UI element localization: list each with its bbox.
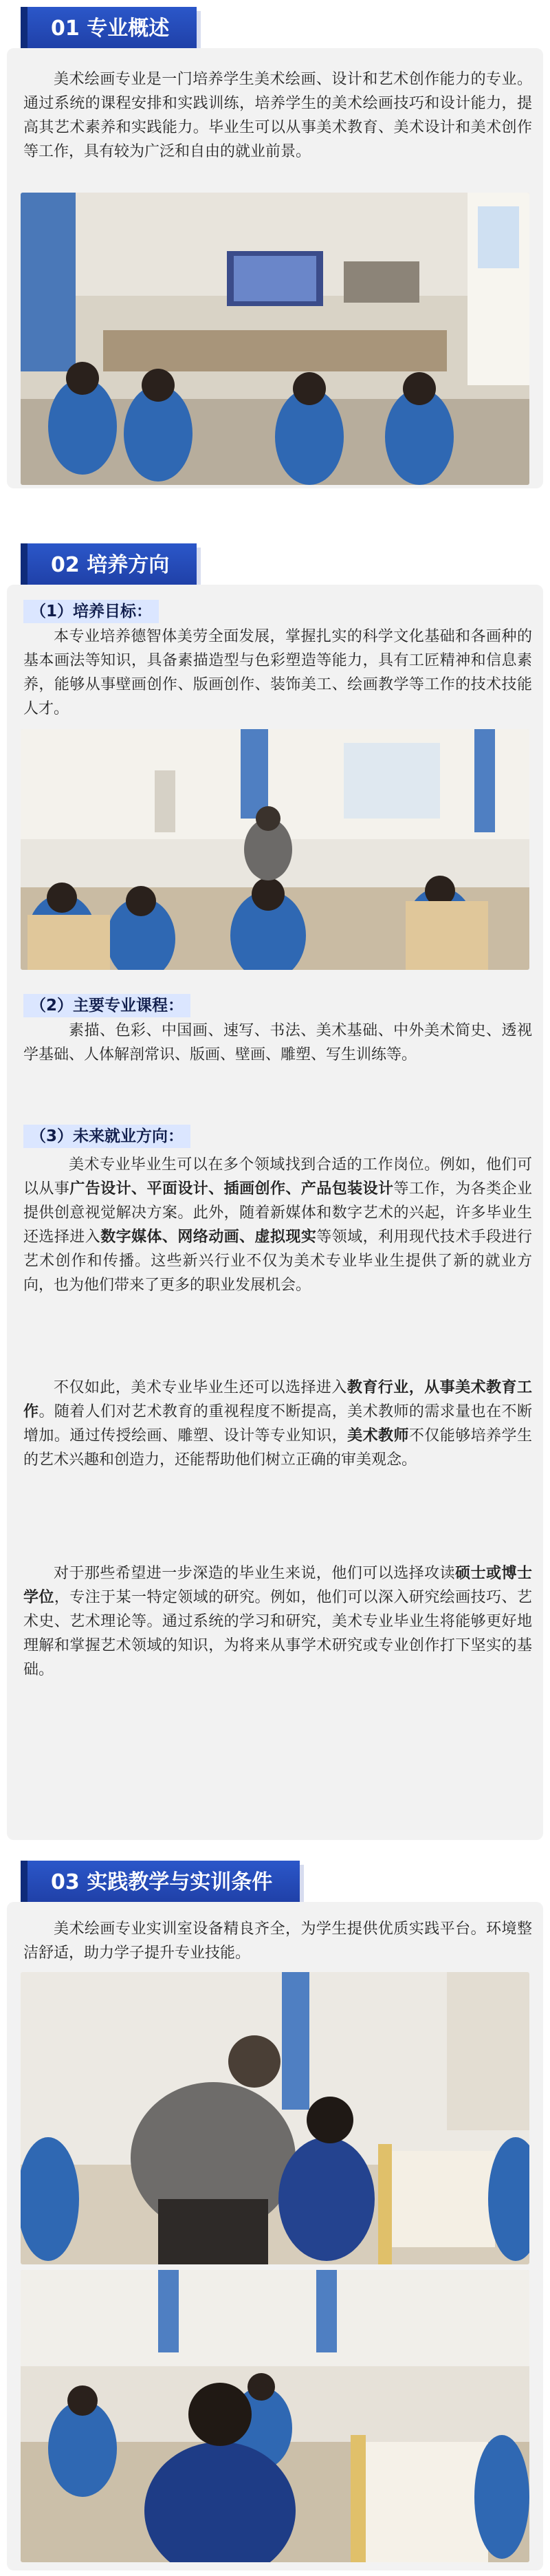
section-03-heading xyxy=(21,1861,300,1905)
career-paragraph-2 xyxy=(23,1376,532,1472)
section-02-number: 02 xyxy=(51,553,80,577)
student-drawing-photo xyxy=(21,2270,529,2562)
career-paragraph-1 xyxy=(23,1153,532,1297)
section-02-panel xyxy=(7,585,543,1840)
section-02-heading xyxy=(21,543,197,587)
teacher-guiding-photo xyxy=(21,1972,529,2264)
career-p3-c: ，专注于某一特定领域的研究。例如，他们可以深入研究绘画技巧、艺术史、艺术理论等。通过系统的学习和研究，美术专业毕业生将能够更好地理解和掌握艺术领域的知识，为将来从事学术研究或专业创作打下坚实的基础。 xyxy=(23,1589,532,1678)
practice-paragraph: 美术绘画专业实训室设备精良齐全，为学生提供优质实践平台。环境整洁舒适，助力学子提升专业技能。 xyxy=(23,1920,532,1962)
career-p2-a: 不仅如此，美术专业毕业生还可以选择进入 xyxy=(54,1379,347,1396)
career-p3-a: 对于那些希望进一步深造的毕业生来说，他们可以选择攻读 xyxy=(54,1565,456,1582)
career-p2-bold-1: 教育行业，从事美术教育工作 xyxy=(23,1379,532,1420)
career-p2-bold-2: 美术教师 xyxy=(347,1427,409,1444)
section-03-panel xyxy=(7,1902,543,2570)
courses-label: （2）主要专业课程： xyxy=(23,994,190,1017)
section-01-number: 01 xyxy=(51,17,80,41)
section-01-panel xyxy=(7,48,543,488)
section-01-heading xyxy=(21,7,197,51)
section-02-title: 培养方向 xyxy=(87,553,170,577)
courses-text: 素描、色彩、中国画、速写、书法、美术基础、中外美术简史、透视学基础、人体解剖常识、版画、壁画、雕塑、写生训练等。 xyxy=(23,1022,532,1063)
career-p3-bold-1: 硕士或博士学位 xyxy=(23,1565,532,1606)
section-01-title: 专业概述 xyxy=(87,17,170,41)
career-p1-bold-1: 广告设计、平面设计、插画创作、产品包装设计 xyxy=(69,1180,394,1198)
goal-text: 本专业培养德智体美劳全面发展，掌握扎实的科学文化基础和各画种的基本画法等知识，具备素描造型与色彩塑造等能力，具有工匠精神和信息素养，能够从事壁画创作、版画创作、装饰美工、绘画教学等工作的技术技能人才。 xyxy=(23,628,532,717)
classroom-photo xyxy=(21,193,529,485)
section-03-title: 实践教学与实训条件 xyxy=(87,1870,273,1894)
career-p2-d: 不仅能够培养学生的艺术兴趣和创造力，还能帮助他们树立正确的审美观念。 xyxy=(23,1427,532,1469)
goal-label: （1）培养目标： xyxy=(23,600,159,623)
overview-paragraph: 美术绘画专业是一门培养学生美术绘画、设计和艺术创作能力的专业。通过系统的课程安排和实践训练，培养学生的美术绘画技巧和设计能力，提高其艺术素养和实践能力。毕业生可以从事美术教育、美术设计和美术创作等工作，具有较为广泛和自由的就业前景。 xyxy=(23,71,532,160)
drawing-class-photo xyxy=(21,729,529,970)
career-paragraph-3 xyxy=(23,1561,532,1682)
career-p2-c: 。随着人们对艺术教育的重视程度不断提高，美术教师的需求量也在不断增加。通过传授绘画、雕塑、设计等专业知识， xyxy=(23,1403,532,1444)
career-label: （3）未来就业方向： xyxy=(23,1125,190,1148)
career-p1-c: 等工作，为各类企业提供创意视觉解决方案。此外，随着新媒体和数字艺术的兴起，许多毕业生还选择进入 xyxy=(23,1180,532,1246)
career-p1-a: 美术专业毕业生可以在多个领域找到合适的工作岗位。例如，他们可以从事 xyxy=(23,1156,532,1198)
section-03-number: 03 xyxy=(51,1870,80,1894)
career-p1-bold-2: 数字媒体、网络动画、虚拟现实 xyxy=(100,1229,317,1246)
career-p1-d: 等领域，利用现代技术手段进行艺术创作和传播。这些新兴行业不仅为美术专业毕业生提供了新的就业方向，也为他们带来了更多的职业发展机会。 xyxy=(23,1229,532,1294)
